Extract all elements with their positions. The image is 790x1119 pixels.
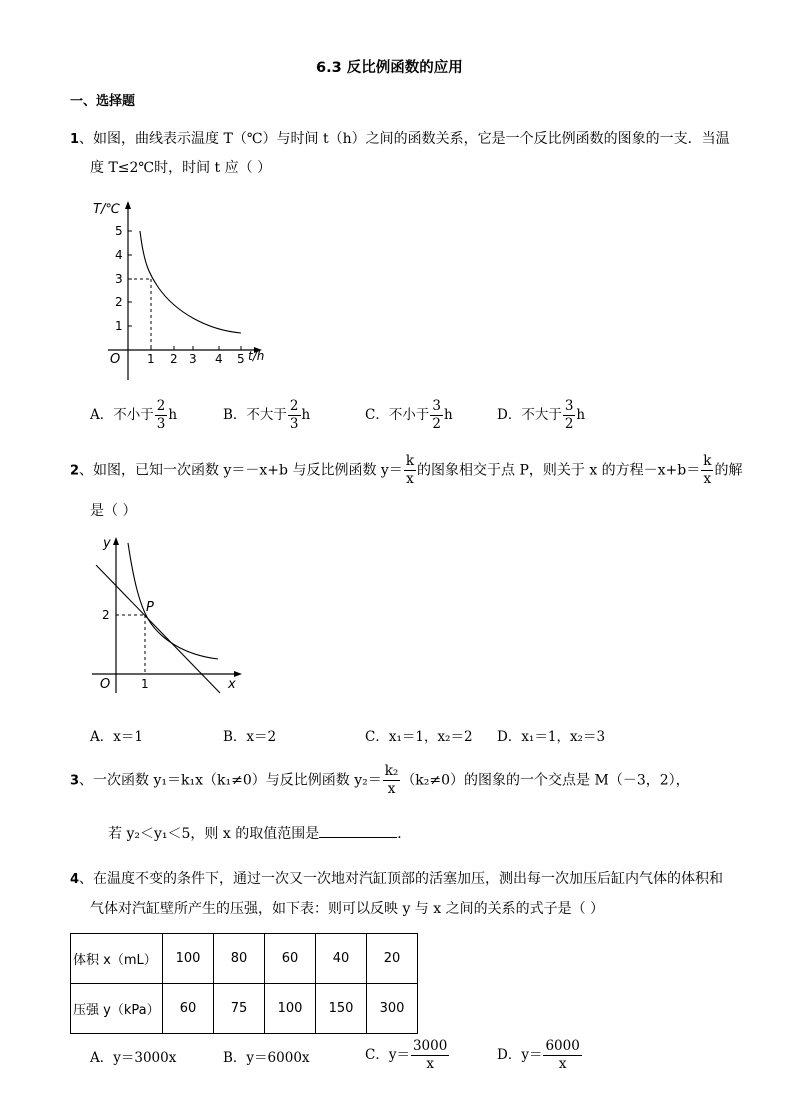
row-header: 压强 y（kPa）: [71, 984, 163, 1034]
y-tick-label: 4: [115, 248, 123, 262]
y-axis-label: T/℃: [93, 202, 120, 217]
table-row: [71, 934, 418, 984]
fraction: $\frac{k}{x}$: [703, 453, 712, 487]
table-cell: 100: [265, 984, 316, 1034]
x-tick-label: 4: [215, 352, 223, 366]
table-row: [71, 984, 418, 1034]
section-heading: 一、选择题: [70, 94, 136, 109]
q1-option-a[interactable]: A．不小于 $\frac{2}{3}$ h: [90, 398, 178, 432]
table-cell: 80: [214, 934, 265, 984]
table-cell: 150: [316, 984, 367, 1034]
q1-option-d[interactable]: D．不大于 $\frac{3}{2}$ h: [497, 398, 586, 432]
q2-option-d[interactable]: D．x₁＝1，x₂＝3: [497, 729, 606, 745]
x-axis-label: x: [228, 677, 236, 692]
fraction: $\frac{3}{2}$: [432, 398, 441, 432]
q1-option-b[interactable]: B．不大于 $\frac{2}{3}$ h: [223, 398, 311, 432]
question-4-line-1: 4、在温度不变的条件下，通过一次又一次地对汽缸顶部的活塞加压，测出每一次加压后缸内气体的体积和: [70, 871, 724, 887]
fraction: $\frac{3000}{x}$: [412, 1038, 448, 1072]
fraction: $\frac{k}{x}$: [405, 453, 414, 487]
hyperbola-curve: [140, 231, 241, 333]
q4-option-c[interactable]: C．y＝ $\frac{3000}{x}$: [365, 1038, 448, 1072]
table-cell: 60: [265, 934, 316, 984]
fraction: $\frac{3}{2}$: [564, 398, 574, 432]
question-1-line-2: 度 T≤2℃时，时间 t 应（ ）: [90, 160, 272, 176]
fraction: $\frac{2}{3}$: [156, 398, 166, 432]
fraction: $\frac{6000}{x}$: [545, 1038, 580, 1072]
q1-graph: [88, 195, 288, 390]
fraction: $\frac{2}{3}$: [289, 398, 299, 432]
table-cell: 300: [367, 984, 418, 1034]
y-tick-label: 3: [115, 272, 123, 286]
x-axis-label: t/h: [248, 349, 265, 363]
x-tick-label: 5: [237, 352, 245, 366]
y-axis-label: y: [103, 536, 111, 551]
q4-option-b[interactable]: B．y＝6000x: [223, 1050, 310, 1066]
q4-option-a[interactable]: A．y＝3000x: [90, 1050, 177, 1066]
point-p-label: P: [146, 600, 154, 615]
table-cell: 20: [367, 934, 418, 984]
x-tick-label: 3: [189, 352, 197, 366]
q2-option-a[interactable]: A．x＝1: [90, 729, 143, 745]
table-cell: 100: [163, 934, 214, 984]
q2-option-b[interactable]: B．x＝2: [223, 729, 277, 745]
fraction: $\frac{\text{k₂}}{x}$: [384, 763, 399, 797]
question-text: 、如图，曲线表示温度 T（℃）与时间 t（h）之间的函数关系，它是一个反比例函数的图象的一支．当温: [79, 131, 730, 147]
question-number: 1: [70, 132, 80, 147]
hyperbola-curve: [128, 543, 218, 659]
y-axis-arrow: [125, 201, 131, 209]
x-tick-label: 1: [147, 352, 155, 366]
origin-label: O: [110, 352, 121, 367]
y-tick-label: 5: [115, 224, 123, 238]
y-tick-label: 2: [102, 608, 110, 622]
x-tick-label: 1: [141, 677, 149, 691]
page-title: 6.3 反比例函数的应用: [316, 60, 463, 76]
question-3-line-1: 3、一次函数 y₁＝k₁x（k₁≠0）与反比例函数 y₂＝ $\frac{\text{k₂}}{x}$ （k₂≠0）的图象的一个交点是 M（－3，2），: [70, 763, 690, 797]
q1-option-c[interactable]: C．不小于 $\frac{3}{2}$ h: [365, 398, 453, 432]
data-table: [70, 933, 418, 1034]
answer-blank[interactable]: [319, 825, 397, 838]
row-header: 体积 x（mL）: [71, 934, 163, 984]
question-1-line-1: [70, 128, 730, 148]
question-4-line-2: 气体对汽缸壁所产生的压强，如下表：则可以反映 y 与 x 之间的关系的式子是（ ）: [90, 901, 605, 917]
x-tick-label: 2: [170, 352, 178, 366]
table-cell: 40: [316, 934, 367, 984]
q2-graph: [88, 533, 253, 698]
q4-option-d[interactable]: D．y＝ $\frac{6000}{x}$: [497, 1038, 580, 1072]
table-cell: 60: [163, 984, 214, 1034]
question-2-line-2: 是（ ）: [90, 503, 137, 519]
question-2-line-1: 2、如图，已知一次函数 y＝－x+b 与反比例函数 y＝ $\frac{k}{x}$ 的图象相交于点 P，则关于 x 的方程－x+b＝ $\frac{k}{x}$ 的解: [70, 453, 743, 487]
y-tick-label: 1: [115, 319, 123, 333]
q2-option-c[interactable]: C．x₁＝1，x₂＝2: [365, 729, 473, 745]
question-3-line-2: 若 y₂＜y₁＜5，则 x 的取值范围是 ．: [108, 826, 412, 842]
origin-label: O: [100, 677, 111, 692]
table-cell: 75: [214, 984, 265, 1034]
y-tick-label: 2: [115, 295, 123, 309]
